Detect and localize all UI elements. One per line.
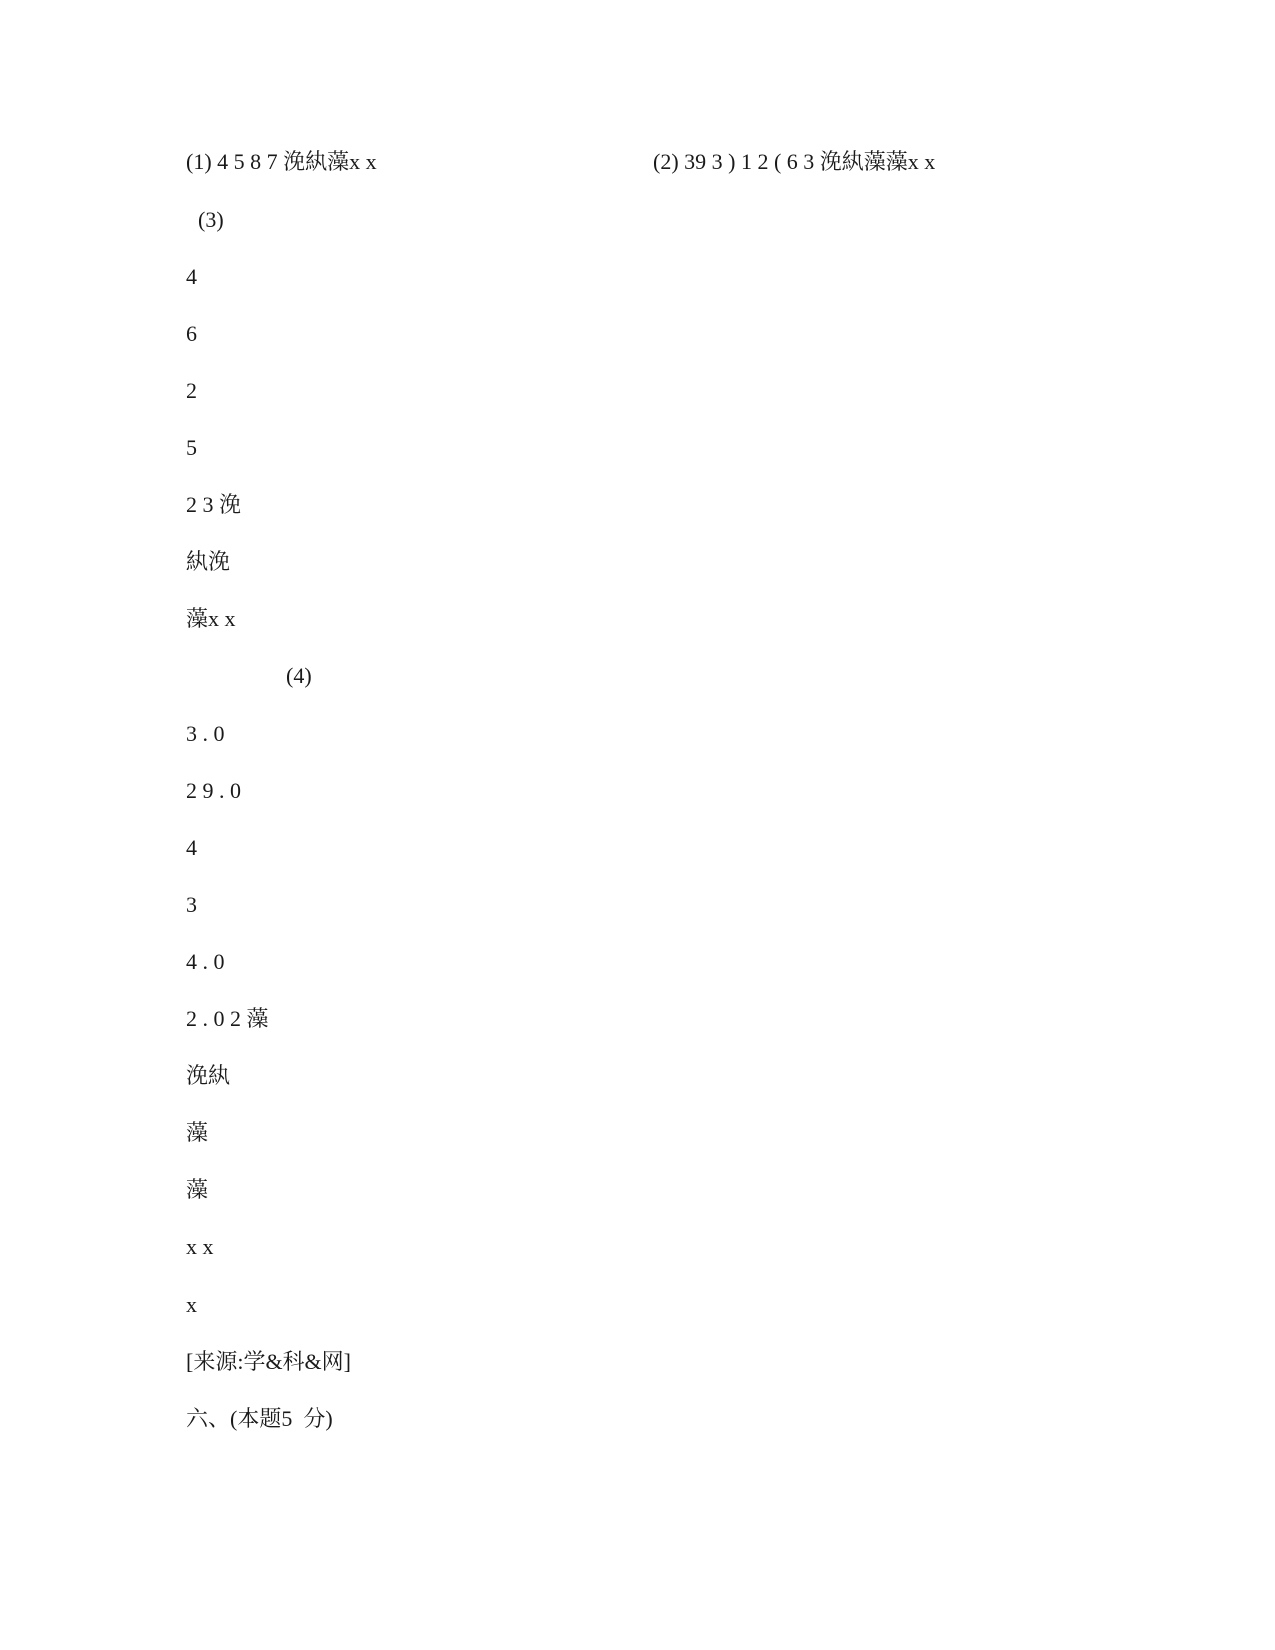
answer-line-11: (4) xyxy=(286,663,312,688)
answer-line-16: 4 . 0 xyxy=(186,949,225,974)
answer-line-12: 3 . 0 xyxy=(186,721,225,746)
answer-line-14: 4 xyxy=(186,835,197,860)
answer-line-1: (1) 4 5 8 7 浼紈藻x x xyxy=(186,149,377,174)
answer-line-19: 藻 xyxy=(186,1120,209,1145)
section-heading: 六、(本题5 分) xyxy=(186,1406,333,1431)
answer-line-10: 藻x x xyxy=(186,606,236,631)
answer-line-20: 藻 xyxy=(186,1177,209,1202)
answer-line-3: (3) xyxy=(198,207,224,232)
answer-line-8: 2 3 浼 xyxy=(186,492,242,517)
answer-line-13: 2 9 . 0 xyxy=(186,778,241,803)
answer-line-17: 2 . 0 2 藻 xyxy=(186,1006,269,1031)
answer-line-18: 浼紈 xyxy=(186,1063,231,1088)
answer-line-6: 2 xyxy=(186,378,197,403)
answer-line-15: 3 xyxy=(186,892,197,917)
answer-line-22: x xyxy=(186,1292,197,1317)
answer-line-5: 6 xyxy=(186,321,197,346)
source-note: [来源:学&科&网] xyxy=(186,1349,351,1374)
answer-line-9: 紈浼 xyxy=(186,549,231,574)
answer-line-7: 5 xyxy=(186,435,197,460)
answer-line-2: (2) 39 3 ) 1 2 ( 6 3 浼紈藻藻x x xyxy=(653,149,936,174)
answer-line-21: x x xyxy=(186,1234,214,1259)
answer-line-4: 4 xyxy=(186,264,197,289)
